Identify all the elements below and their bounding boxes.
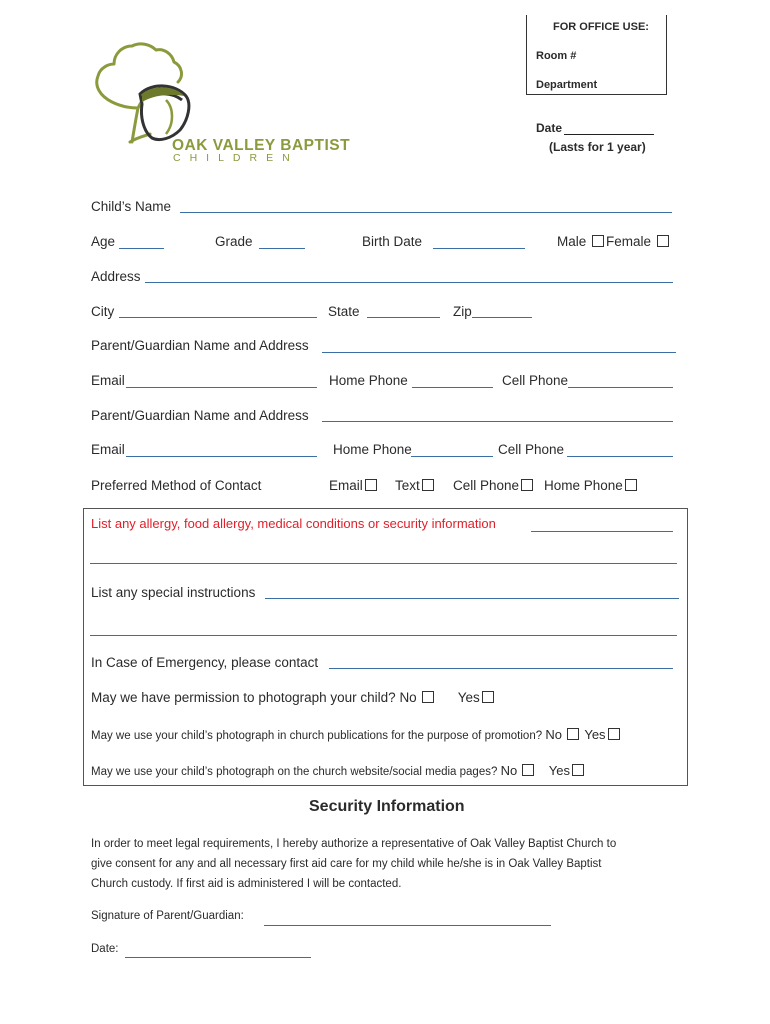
photo-yes-checkbox[interactable] bbox=[482, 691, 494, 703]
website-permission-row bbox=[91, 763, 586, 778]
security-date-label: Date: bbox=[91, 943, 119, 955]
allergy-field-line2[interactable] bbox=[90, 563, 677, 564]
office-date-label: Date bbox=[536, 121, 563, 135]
office-department-label: Department bbox=[536, 79, 598, 91]
photo-yes-label: Yes bbox=[457, 690, 480, 705]
contact-option-text bbox=[395, 478, 436, 493]
publication-permission-question: May we use your child’s photograph in church publications for the purpose of promotion? bbox=[91, 730, 543, 742]
childs-name-label: Child’s Name bbox=[91, 199, 172, 214]
emergency-contact-field[interactable] bbox=[329, 668, 673, 669]
photo-no-label: No bbox=[399, 690, 417, 705]
contact-option-cell bbox=[453, 478, 535, 493]
photo-no-checkbox[interactable] bbox=[422, 691, 434, 703]
medical-permissions-box bbox=[83, 508, 688, 786]
office-room-label: Room # bbox=[536, 50, 577, 62]
contact-email-label: Email bbox=[329, 478, 363, 493]
female-checkbox[interactable] bbox=[657, 235, 669, 247]
guardian1-label: Parent/Guardian Name and Address bbox=[91, 338, 309, 353]
publication-yes-checkbox[interactable] bbox=[608, 728, 620, 740]
logo-name: OAK VALLEY BAPTIST bbox=[172, 137, 351, 154]
website-no-checkbox[interactable] bbox=[522, 764, 534, 776]
city-field[interactable] bbox=[119, 317, 317, 318]
preferred-contact-label: Preferred Method of Contact bbox=[91, 478, 262, 493]
allergy-label: List any allergy, food allergy, medical conditions or security information bbox=[91, 516, 496, 531]
age-label: Age bbox=[91, 234, 116, 249]
zip-field[interactable] bbox=[472, 317, 532, 318]
contact-email-checkbox[interactable] bbox=[365, 479, 377, 491]
email1-label: Email bbox=[91, 373, 125, 388]
cell-phone2-field[interactable] bbox=[567, 456, 673, 457]
signature-label: Signature of Parent/Guardian: bbox=[91, 910, 244, 922]
address-label: Address bbox=[91, 269, 141, 284]
photo-permission-question: May we have permission to photograph your child? bbox=[91, 690, 396, 705]
contact-home-label: Home Phone bbox=[544, 478, 623, 493]
contact-option-email bbox=[329, 478, 379, 493]
security-paragraph-line1: In order to meet legal requirements, I hereby authorize a representative of Oak Valley Baptist Church to bbox=[91, 838, 617, 850]
signature-field[interactable] bbox=[264, 925, 551, 926]
publication-no-label: No bbox=[545, 727, 562, 742]
website-yes-checkbox[interactable] bbox=[572, 764, 584, 776]
special-instructions-line1[interactable] bbox=[265, 598, 679, 599]
security-paragraph-line2: give consent for any and all necessary first aid care for my child while he/she is in Oak Valley Baptist bbox=[91, 858, 602, 870]
grade-label: Grade bbox=[215, 234, 253, 249]
cell-phone1-label: Cell Phone bbox=[502, 373, 569, 388]
guardian2-label: Parent/Guardian Name and Address bbox=[91, 408, 309, 423]
office-lasts-note: (Lasts for 1 year) bbox=[549, 140, 646, 154]
office-date-line[interactable] bbox=[564, 134, 654, 135]
home-phone1-label: Home Phone bbox=[329, 373, 408, 388]
state-label: State bbox=[328, 304, 360, 319]
logo-subtitle: CHILDREN bbox=[173, 152, 299, 164]
email1-field[interactable] bbox=[126, 387, 317, 388]
publication-yes-label: Yes bbox=[584, 727, 606, 742]
cell-phone1-field[interactable] bbox=[568, 387, 673, 388]
birth-date-field[interactable] bbox=[433, 248, 525, 249]
contact-cell-label: Cell Phone bbox=[453, 478, 520, 493]
contact-text-label: Text bbox=[395, 478, 420, 493]
security-paragraph bbox=[91, 834, 691, 894]
contact-cell-checkbox[interactable] bbox=[521, 479, 533, 491]
cell-phone2-label: Cell Phone bbox=[498, 442, 565, 457]
photo-permission-row bbox=[91, 690, 496, 705]
gender-options bbox=[557, 234, 671, 249]
female-label: Female bbox=[606, 234, 652, 249]
home-phone1-field[interactable] bbox=[412, 387, 493, 388]
state-field[interactable] bbox=[367, 317, 440, 318]
special-instructions-line2[interactable] bbox=[90, 635, 677, 636]
allergy-field-line1[interactable] bbox=[531, 531, 673, 532]
contact-option-home bbox=[544, 478, 639, 493]
city-label: City bbox=[91, 304, 115, 319]
special-instructions-label: List any special instructions bbox=[91, 585, 256, 600]
home-phone2-field[interactable] bbox=[411, 456, 493, 457]
email2-label: Email bbox=[91, 442, 125, 457]
childs-name-field[interactable] bbox=[180, 212, 672, 213]
contact-home-checkbox[interactable] bbox=[625, 479, 637, 491]
male-checkbox[interactable] bbox=[592, 235, 604, 247]
security-paragraph-line3: Church custody. If first aid is administered I will be contacted. bbox=[91, 878, 402, 890]
address-field[interactable] bbox=[145, 282, 673, 283]
security-date-field[interactable] bbox=[125, 957, 311, 958]
age-field[interactable] bbox=[119, 248, 164, 249]
guardian1-field[interactable] bbox=[322, 352, 676, 353]
guardian2-field[interactable] bbox=[322, 421, 673, 422]
male-label: Male bbox=[557, 234, 587, 249]
grade-field[interactable] bbox=[259, 248, 305, 249]
website-no-label: No bbox=[500, 763, 518, 778]
office-use-title: FOR OFFICE USE: bbox=[553, 21, 649, 33]
emergency-contact-label: In Case of Emergency, please contact bbox=[91, 655, 319, 670]
zip-label: Zip bbox=[453, 304, 472, 319]
birth-date-label: Birth Date bbox=[362, 234, 423, 249]
home-phone2-label: Home Phone bbox=[333, 442, 412, 457]
security-heading: Security Information bbox=[309, 798, 465, 815]
website-permission-question: May we use your child’s photograph on the church website/social media pages? bbox=[91, 766, 498, 778]
publication-no-checkbox[interactable] bbox=[567, 728, 579, 740]
website-yes-label: Yes bbox=[548, 763, 571, 778]
office-use-box bbox=[526, 15, 667, 95]
publication-permission-row bbox=[91, 727, 622, 742]
email2-field[interactable] bbox=[126, 456, 317, 457]
contact-text-checkbox[interactable] bbox=[422, 479, 434, 491]
